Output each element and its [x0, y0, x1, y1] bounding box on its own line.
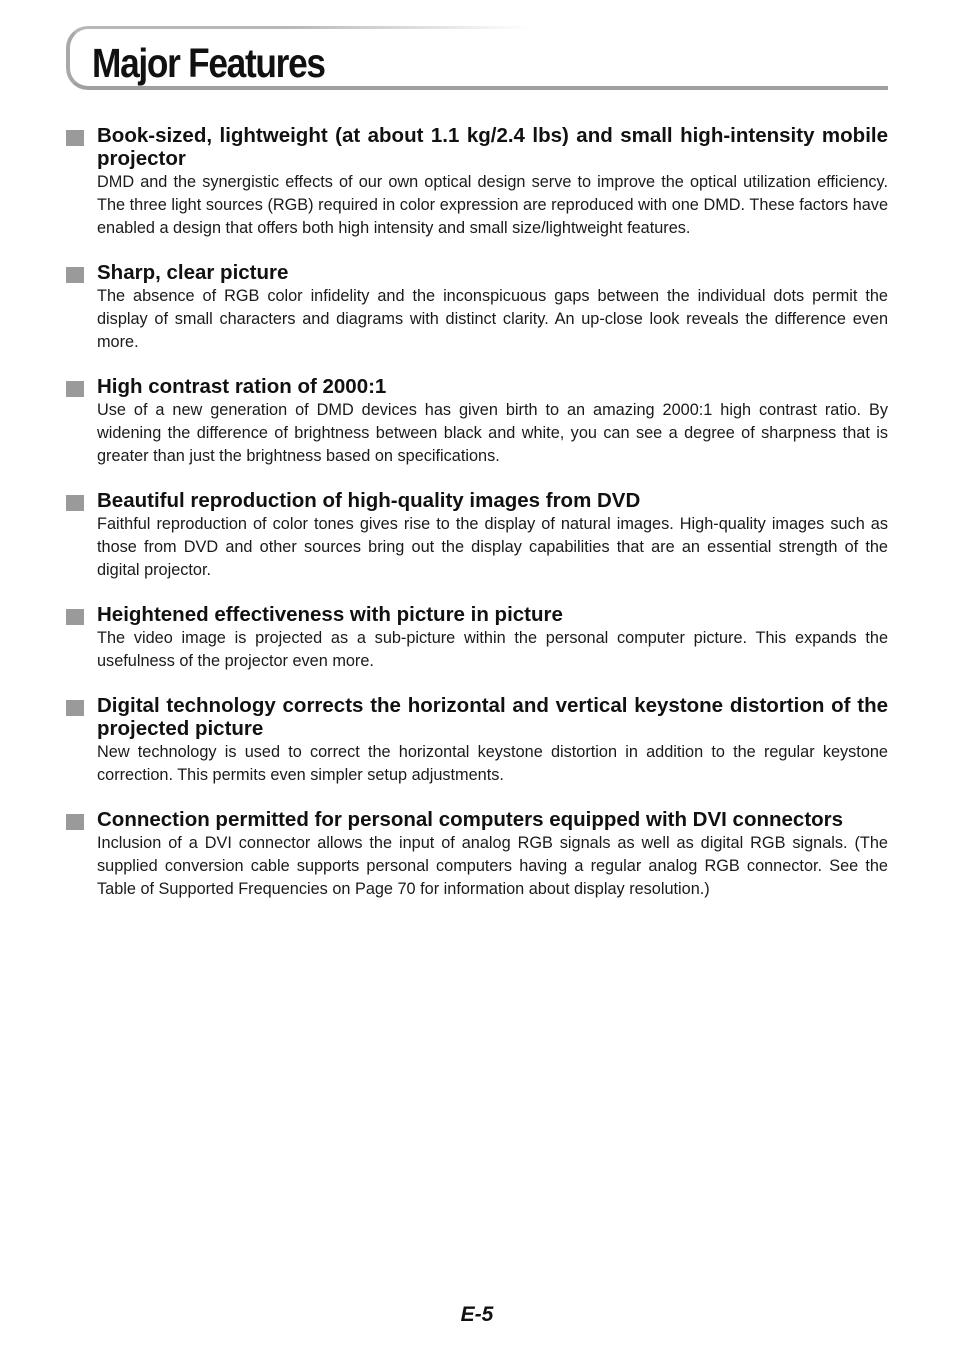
feature-description: Inclusion of a DVI connector allows the input of analog RGB signals as well as digital RGB signals. (The supplied conversion cable supports personal computers having a regular analog RGB connector. See the Table of Supported Frequencies on Page 70 for information about display resolution.): [97, 834, 888, 898]
feature-description: Use of a new generation of DMD devices has given birth to an amazing 2000:1 high contrast ratio. By widening the difference of brightness between black and white, you can see a degree of sharpness that is greater than just the brightness based on specifications.: [97, 401, 888, 465]
square-bullet-icon: [66, 814, 84, 830]
feature-list: [66, 124, 888, 922]
feature-heading: Heightened effectiveness with picture in picture: [97, 603, 563, 626]
square-bullet-icon: [66, 495, 84, 511]
feature-heading: High contrast ration of 2000:1: [97, 375, 387, 398]
feature-description: New technology is used to correct the horizontal keystone distortion in addition to the regular keystone correction. This permits even simpler setup adjustments.: [97, 743, 888, 784]
feature-item: [66, 261, 888, 354]
square-bullet-icon: [66, 267, 84, 283]
feature-description: The absence of RGB color infidelity and the inconspicuous gaps between the individual dots permit the display of small characters and diagrams with distinct clarity. An up-close look reveals the difference even more.: [97, 287, 888, 351]
square-bullet-icon: [66, 700, 84, 716]
page-title: Major Features: [92, 40, 325, 86]
feature-item: [66, 375, 888, 468]
square-bullet-icon: [66, 609, 84, 625]
feature-item: [66, 124, 888, 240]
feature-heading: Beautiful reproduction of high-quality images from DVD: [97, 489, 641, 512]
feature-item: [66, 694, 888, 787]
feature-heading: Sharp, clear picture: [97, 261, 289, 284]
feature-description: Faithful reproduction of color tones gives rise to the display of natural images. High-quality images such as those from DVD and other sources bring out the display capabilities that are an essential strength of the digital projector.: [97, 515, 888, 579]
title-frame: [66, 26, 888, 90]
feature-heading: Book-sized, lightweight (at about 1.1 kg/2.4 lbs) and small high-intensity mobile projector: [97, 124, 888, 170]
feature-item: [66, 808, 888, 901]
square-bullet-icon: [66, 130, 84, 146]
feature-heading: Digital technology corrects the horizontal and vertical keystone distortion of the projected picture: [97, 694, 888, 740]
feature-heading: Connection permitted for personal computers equipped with DVI connectors: [97, 808, 844, 831]
feature-description: The video image is projected as a sub-picture within the personal computer picture. This expands the usefulness of the projector even more.: [97, 629, 888, 670]
feature-description: DMD and the synergistic effects of our own optical design serve to improve the optical utilization efficiency. The three light sources (RGB) required in color expression are reproduced with one DMD. These factors have enabled a design that offers both high intensity and small size/lightweight features.: [97, 173, 888, 237]
square-bullet-icon: [66, 381, 84, 397]
page-number: E-5: [460, 1303, 494, 1326]
feature-item: [66, 603, 888, 673]
feature-item: [66, 489, 888, 582]
